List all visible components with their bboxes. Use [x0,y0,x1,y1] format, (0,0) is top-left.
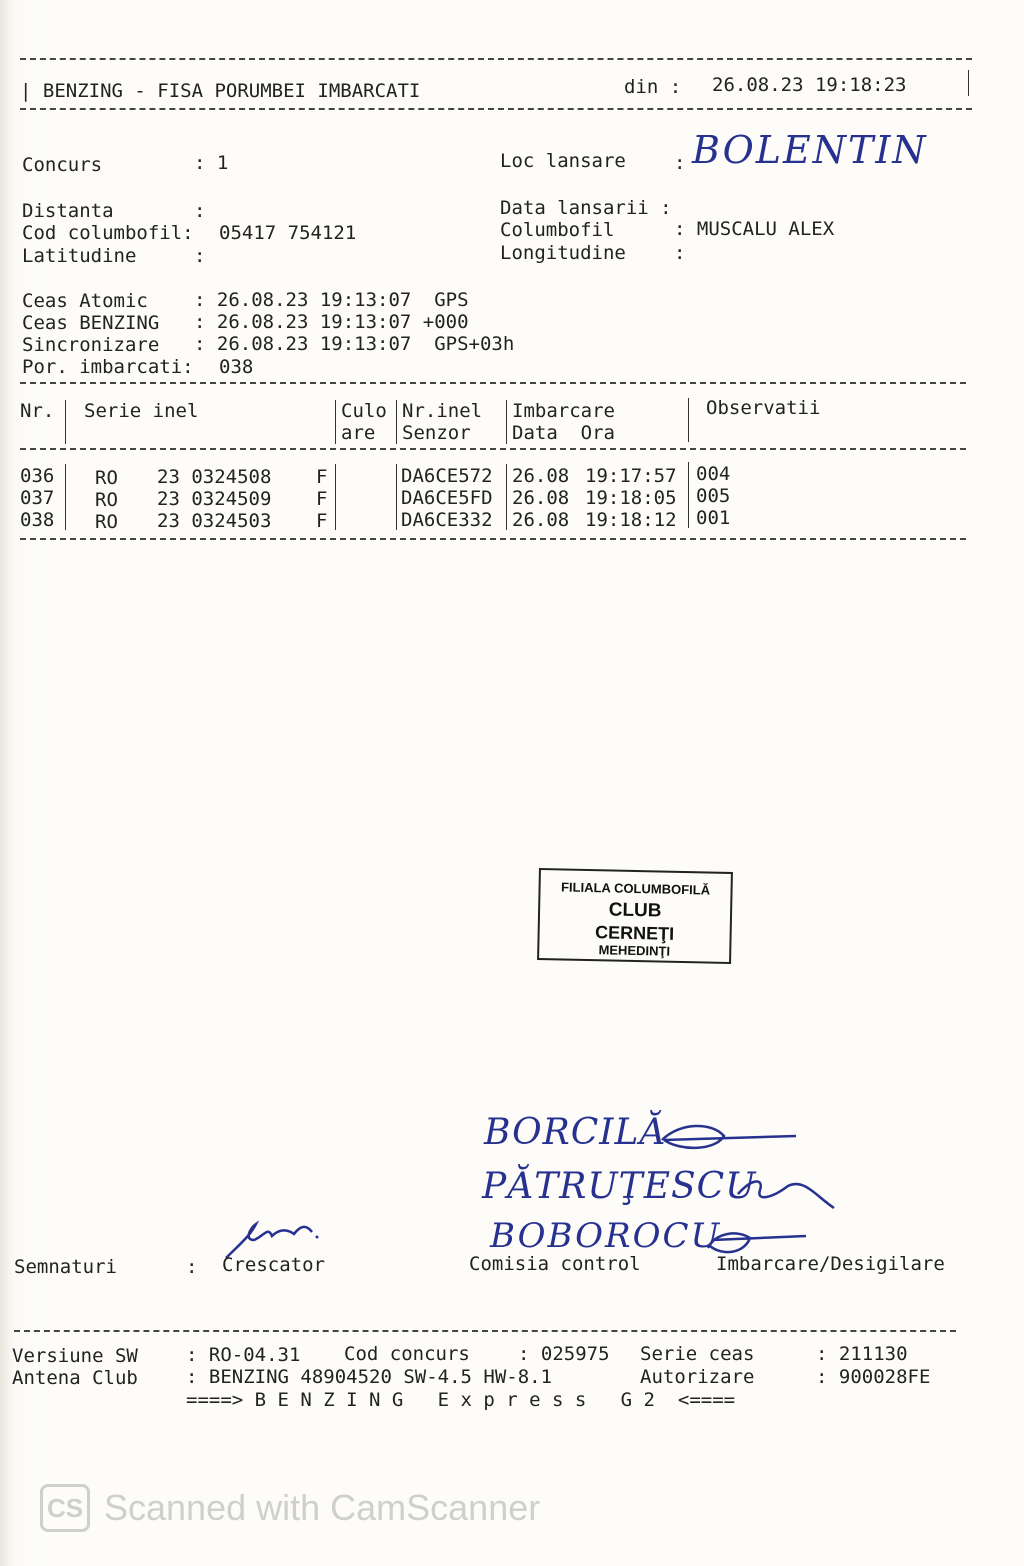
row-country: RO [95,511,118,533]
camscanner-text: Scanned with CamScanner [104,1487,541,1528]
camscanner-icon: CS [40,1484,90,1532]
ceas-atomic-value: : 26.08.23 19:13:07 GPS [194,289,469,311]
loc-lansare-label: Loc lansare [500,150,626,172]
col-header-data-ora: Data Ora [512,422,615,444]
row-sensor: DA6CE332 [401,509,493,531]
cod-concurs-label: Cod concurs [344,1343,470,1365]
col-header-senzor: Senzor [402,422,471,444]
row-observation: 001 [696,507,731,529]
sincronizare-label: Sincronizare [22,334,160,356]
row-ring-series: 23 0324509 [157,488,272,510]
row-country: RO [95,467,118,489]
longitudine-value: : [674,242,686,264]
concurs-label: Concurs [22,154,103,176]
versiune-label: Versiune SW [12,1345,138,1367]
handwritten-name-3: BOBOROCU [490,1216,722,1256]
row-sensor: DA6CE5FD [401,487,493,509]
serie-ceas-label: Serie ceas [640,1343,755,1365]
comisia-label: Comisia control [469,1253,641,1275]
distanta-label: Distanta [22,200,114,222]
row-nr: 037 [20,487,55,509]
columbofil-label: Columbofil [500,219,615,241]
document-title: | BENZING - FISA PORUMBEI IMBARCATI [20,80,421,102]
ceas-benzing-value: : 26.08.23 19:13:07 +000 [194,311,469,333]
row-ring-series: 23 0324503 [157,510,272,532]
imbarcare-desigilare-label: Imbarcare/Desigilare [716,1253,945,1275]
latitudine-value: : [194,245,206,267]
por-imbarcati-value: 038 [219,356,254,378]
row-nr: 038 [20,509,55,531]
stamp-line-1: FILIALA COLUMBOFILĂ [560,879,711,898]
antena-value: : BENZING 48904520 SW-4.5 HW-8.1 [186,1366,553,1388]
loc-lansare-handwritten: BOLENTIN [692,128,928,172]
print-date: 26.08.23 19:18:23 [712,74,907,96]
col-header-culoare-2: are [341,422,376,444]
sincronizare-value: : 26.08.23 19:13:07 GPS+03h [194,333,515,355]
signature-2 [738,1181,834,1208]
col-header-observatii: Observatii [706,397,821,419]
handwritten-name-1: BORCILĂ [484,1112,667,1153]
autorizare-label: Autorizare [640,1366,755,1388]
distanta-value: : [194,200,206,222]
crescator-label: Crescator [222,1254,325,1276]
cod-columbofil-label: Cod columbofil: [22,222,194,244]
latitudine-label: Latitudine [22,245,137,267]
loc-lansare-sep: : [674,152,686,174]
col-header-culoare: Culo [341,400,387,422]
signature-1 [662,1126,796,1148]
stamp-line-4: MEHEDINŢI [598,942,671,959]
camscanner-watermark [40,1484,540,1532]
ceas-atomic-label: Ceas Atomic [22,290,148,312]
row-sex: F [316,510,328,532]
serie-ceas-value: : 211130 [816,1343,908,1365]
row-nr: 036 [20,465,55,487]
crescator-signature [226,1224,318,1258]
longitudine-label: Longitudine [500,242,626,264]
stamp-line-2: CLUB [608,899,662,922]
row-date: 26.08 [512,509,570,531]
autorizare-value: : 900028FE [816,1366,931,1388]
col-header-serie: Serie inel [84,400,199,422]
col-header-imbarcare: Imbarcare [512,400,615,422]
row-sex: F [316,488,328,510]
stamp-line-3: CERNEŢI [594,922,675,944]
cod-columbofil-value: 05417 754121 [219,222,357,244]
row-time: 19:17:57 [585,465,677,487]
row-sex: F [316,466,328,488]
row-time: 19:18:05 [585,487,677,509]
concurs-value: : 1 [194,152,229,174]
signature-3 [708,1233,806,1252]
data-lansarii-label: Data lansarii : [500,197,672,219]
row-date: 26.08 [512,487,570,509]
row-observation: 004 [696,463,731,485]
divider [14,1330,956,1332]
row-country: RO [95,489,118,511]
ceas-benzing-label: Ceas BENZING [22,312,160,334]
row-time: 19:18:12 [585,509,677,531]
cod-concurs-value: : 025975 [518,1343,610,1365]
handwritten-name-2: PĂTRUŢESCU [482,1166,757,1207]
semnaturi-label: Semnaturi [14,1256,117,1278]
date-label: din : [624,76,682,98]
row-sensor: DA6CE572 [401,465,493,487]
row-ring-series: 23 0324508 [157,466,272,488]
col-header-nr: Nr. [20,400,55,422]
semnaturi-sep: : [186,1256,198,1278]
col-header-nr-inel: Nr.inel [402,400,483,422]
benzing-banner: ====> B E N Z I N G E x p r e s s G 2 <==== [186,1389,736,1411]
por-imbarcati-label: Por. imbarcati: [22,356,194,378]
antena-label: Antena Club [12,1367,138,1389]
row-date: 26.08 [512,465,570,487]
row-observation: 005 [696,485,731,507]
columbofil-value: : MUSCALU ALEX [674,218,835,240]
versiune-value: : RO-04.31 [186,1344,301,1366]
